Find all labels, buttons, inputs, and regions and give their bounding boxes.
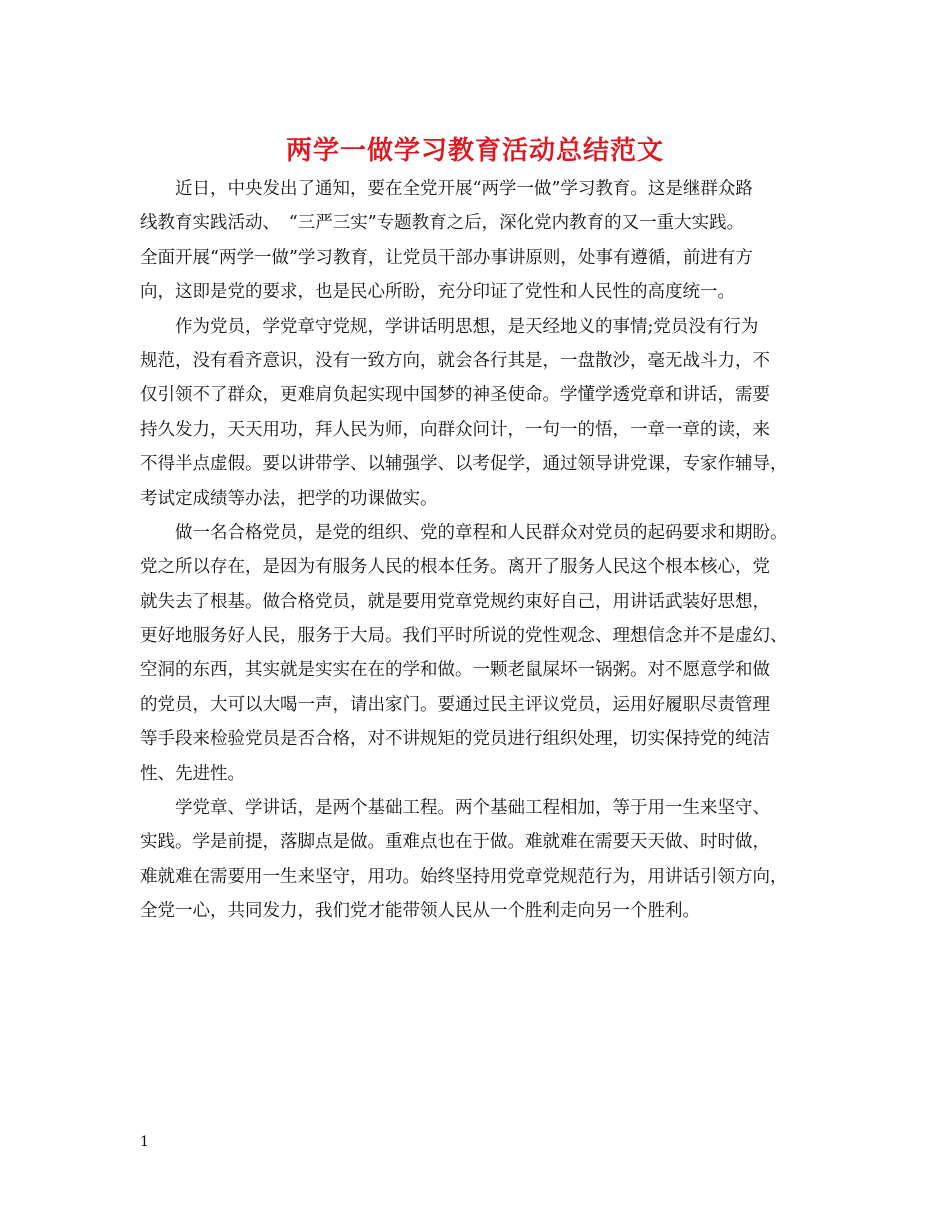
text-line: 学党章、学讲话，是两个基础工程。两个基础工程相加，等于用一生来坚守、 xyxy=(140,798,770,819)
text-line: 仅引领不了群众，更难肩负起实现中国梦的神圣使命。学懂学透党章和讲话，需要 xyxy=(140,385,770,406)
text-line: 就失去了根基。做合格党员，就是要用党章党规约束好自己，用讲话武装好思想， xyxy=(140,591,770,612)
text-line: 线教育实践活动、 “三严三实”专题教育之后，深化党内教育的又一重大实践。 xyxy=(140,213,745,234)
text-line: 性、先进性。 xyxy=(140,763,245,784)
document-title: 两学一做学习教育活动总结范文 xyxy=(285,136,664,166)
text-line: 实践。学是前提，落脚点是做。重难点也在于做。难就难在需要天天做、时时做， xyxy=(140,832,770,853)
text-line: 作为党员，学党章守党规，学讲话明思想，是天经地义的事情;党员没有行为 xyxy=(140,316,759,337)
text-line: 等手段来检验党员是否合格，对不讲规矩的党员进行组织处理，切实保持党的纯洁 xyxy=(140,729,770,750)
text-line: 规范，没有看齐意识，没有一致方向，就会各行其是，一盘散沙，毫无战斗力，不 xyxy=(140,350,770,371)
document-body xyxy=(140,172,812,929)
text-line: 的党员，大可以大喝一声，请出家门。要通过民主评议党员，运用好履职尽责管理 xyxy=(140,694,770,715)
text-line: 向，这即是党的要求，也是民心所盼，充分印证了党性和人民性的高度统一。 xyxy=(140,282,735,303)
text-line: 空洞的东西，其实就是实实在在的学和做。一颗老鼠屎坏一锅粥。对不愿意学和做 xyxy=(140,660,770,681)
text-line: 不得半点虚假。要以讲带学、以辅强学、以考促学，通过领导讲党课，专家作辅导， xyxy=(140,454,788,475)
text-line: 全面开展“两学一做”学习教育，让党员干部办事讲原则，处事有遵循，前进有方 xyxy=(140,247,753,268)
text-line: 全党一心，共同发力，我们党才能带领人民从一个胜利走向另一个胜利。 xyxy=(140,901,700,922)
text-line: 近日，中央发出了通知，要在全党开展“两学一做”学习教育。这是继群众路 xyxy=(140,179,753,199)
text-line: 做一名合格党员，是党的组织、党的章程和人民群众对党员的起码要求和期盼。 xyxy=(140,522,788,543)
text-line: 持久发力，天天用功，拜人民为师，向群众问计，一句一的悟，一章一章的读，来 xyxy=(140,419,770,440)
text-line: 更好地服务好人民，服务于大局。我们平时所说的党性观念、理想信念并不是虚幻、 xyxy=(140,626,788,647)
text-line: 难就难在需要用一生来坚守，用功。始终坚持用党章党规范行为，用讲话引领方向， xyxy=(140,866,788,887)
page-number: 1 xyxy=(140,1134,149,1150)
text-line: 党之所以存在，是因为有服务人民的根本任务。离开了服务人民这个根本核心，党 xyxy=(140,557,770,578)
text-line: 考试定成绩等办法，把学的功课做实。 xyxy=(140,488,438,509)
